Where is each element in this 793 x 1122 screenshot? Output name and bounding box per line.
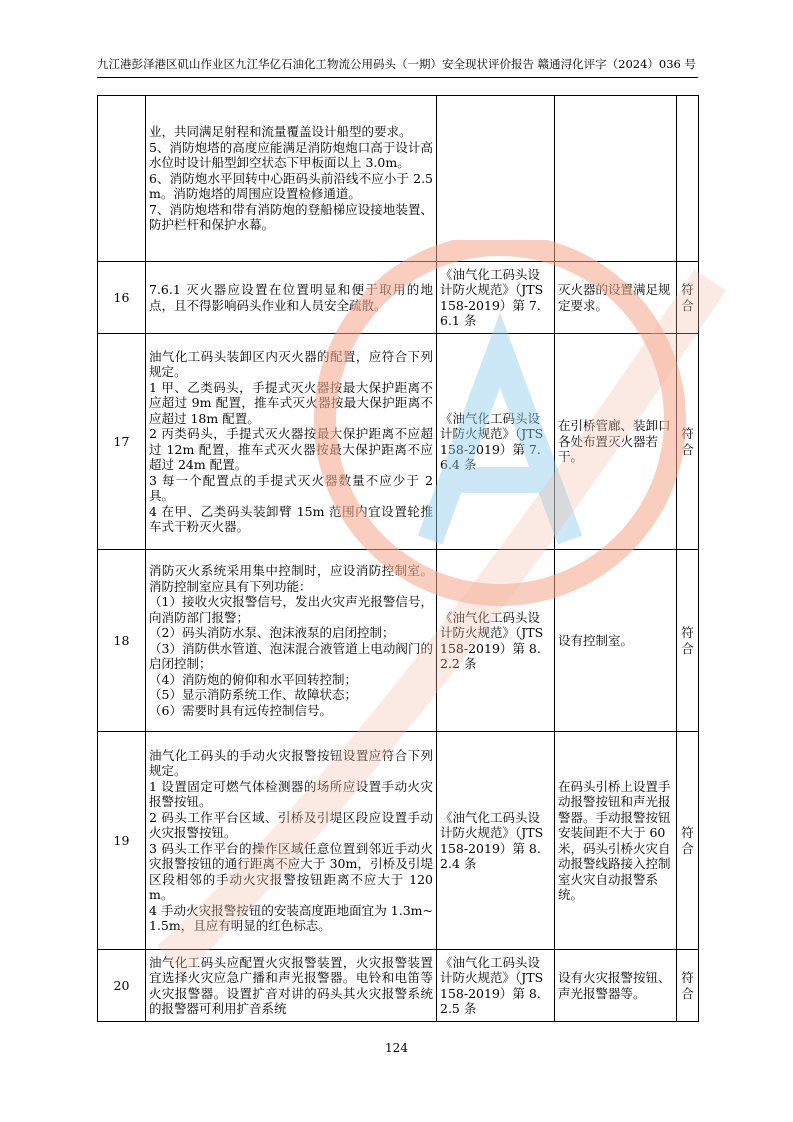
basis-cell bbox=[437, 96, 555, 262]
requirement-line: （3）消防供水管道、泡沫混合液管道上电动阀门的启闭控制； bbox=[149, 640, 433, 671]
requirement-line: 4 在甲、乙类码头装卸臂 15m 范围内宜设置轮推车式干粉灭火器。 bbox=[149, 503, 433, 534]
requirement-line: 业，共同满足射程和流量覆盖设计船型的要求。 bbox=[149, 124, 412, 140]
finding-line: 灭火器的设置满足规定要求。 bbox=[558, 282, 671, 313]
requirement-line: 1 设置固定可燃气体检测器的场所应设置手动火灾报警按钮。 bbox=[149, 778, 433, 809]
requirement-cell bbox=[146, 262, 437, 334]
basis-line: 《油气化工码头设计防火规范》（JTS158-2019）第 7.6.1 条 bbox=[440, 266, 544, 328]
table-row bbox=[98, 732, 699, 950]
requirement-line: 2 丙类码头，手提式灭火器按最大保护距离不应超过 12m 配置，推车式灭火器按最大保护距离不应超过 24m 配置。 bbox=[149, 426, 433, 472]
requirement-line: 6、消防炮水平回转中心距码头前沿线不应小于 2.5m。消防炮塔的周围应设置检修通道。 bbox=[149, 170, 433, 202]
requirement-line: 消防灭火系统采用集中控制时，应设消防控制室。消防控制室应具有下列功能： bbox=[149, 563, 433, 594]
requirement-line: 7.6.1 灭火器应设置在位置明显和便于取用的地点，且不得影响码头作业和人员安全疏散。 bbox=[149, 282, 433, 313]
requirement-line: 油气化工码头装卸区内灭火器的配置，应符合下列规定。 bbox=[149, 348, 433, 379]
page-header: 九江港彭泽港区矶山作业区九江华亿石油化工物流公用码头（一期）安全现状评价报告 赣通浔化评字（2024）036 号 bbox=[96, 57, 697, 71]
result-cell bbox=[677, 96, 699, 262]
requirement-line: （1）接收火灾报警信号，发出火灾声光报警信号，向消防部门报警； bbox=[149, 594, 433, 625]
item-number-cell: 17 bbox=[98, 334, 146, 550]
basis-cell bbox=[437, 334, 555, 550]
result-cell: 符合 bbox=[677, 950, 699, 1022]
requirement-cell bbox=[146, 96, 437, 262]
result-cell: 符合 bbox=[677, 262, 699, 334]
requirement-line: （2）码头消防水泵、泡沫液泵的启闭控制； bbox=[149, 625, 395, 640]
basis-cell bbox=[437, 550, 555, 732]
evaluation-table bbox=[97, 95, 699, 1022]
table-row bbox=[98, 950, 699, 1022]
basis-line: 《油气化工码头设计防火规范》（JTS158-2019）第 8.2.4 条 bbox=[440, 809, 544, 871]
basis-cell bbox=[437, 262, 555, 334]
finding-line: 设有火灾报警按钮、声光报警器等。 bbox=[558, 970, 671, 1001]
table-row bbox=[98, 96, 699, 262]
item-number-cell: 18 bbox=[98, 550, 146, 732]
table-body bbox=[98, 96, 699, 1022]
finding-cell bbox=[555, 732, 677, 950]
basis-line: 《油气化工码头设计防火规范》（JTS158-2019）第 7.6.4 条 bbox=[440, 410, 544, 472]
item-number-cell: 20 bbox=[98, 950, 146, 1022]
finding-cell bbox=[555, 950, 677, 1022]
requirement-line: 2 码头工作平台区域、引桥及引堤区段应设置手动火灾报警按钮。 bbox=[149, 809, 433, 840]
requirement-line: 7、消防炮塔和带有消防炮的登船梯应设接地装置、防护栏杆和保护水幕。 bbox=[149, 201, 433, 233]
result-cell: 符合 bbox=[677, 334, 699, 550]
requirement-line: （6）需要时具有远传控制信号。 bbox=[149, 702, 332, 718]
table-row bbox=[98, 262, 699, 334]
requirement-cell bbox=[146, 334, 437, 550]
finding-line: 设有控制室。 bbox=[558, 632, 634, 648]
requirement-line: 油气化工码头的手动火灾报警按钮设置应符合下列规定。 bbox=[149, 747, 433, 778]
finding-cell bbox=[555, 334, 677, 550]
requirement-cell bbox=[146, 950, 437, 1022]
finding-cell bbox=[555, 262, 677, 334]
finding-cell bbox=[555, 550, 677, 732]
basis-cell bbox=[437, 732, 555, 950]
result-cell: 符合 bbox=[677, 732, 699, 950]
basis-cell bbox=[437, 950, 555, 1022]
requirement-cell bbox=[146, 732, 437, 950]
item-number-cell: 19 bbox=[98, 732, 146, 950]
requirement-line: 4 手动火灾报警按钮的安装高度距地面宜为 1.3m~1.5m，且应有明显的红色标志。 bbox=[149, 902, 433, 933]
header-rule bbox=[97, 77, 698, 78]
basis-line: 《油气化工码头设计防火规范》（JTS158-2019）第 8.2.2 条 bbox=[440, 609, 544, 671]
table-row bbox=[98, 550, 699, 732]
requirement-cell bbox=[146, 550, 437, 732]
item-number-cell bbox=[98, 96, 146, 262]
requirement-line: （5）显示消防系统工作、故障状态； bbox=[149, 687, 357, 702]
requirement-line: 3 每一个配置点的手提式灭火器数量不应少于 2 具。 bbox=[149, 472, 433, 503]
requirement-line: 5、消防炮塔的高度应能满足消防炮炮口高于设计高水位时设计船型卸空状态下甲板面以上 3.0m。 bbox=[149, 139, 433, 171]
basis-line: 《油气化工码头设计防火规范》（JTS158-2019）第 8.2.5 条 bbox=[440, 954, 544, 1016]
finding-line: 在引桥管廊、装卸口各处布置灭火器若干。 bbox=[558, 418, 671, 465]
result-cell: 符合 bbox=[677, 550, 699, 732]
table-row bbox=[98, 334, 699, 550]
item-number-cell: 16 bbox=[98, 262, 146, 334]
finding-cell bbox=[555, 96, 677, 262]
page-number: 124 bbox=[385, 1041, 408, 1055]
finding-line: 在码头引桥上设置手动报警按钮和声光报警器。手动报警按钮安装间距不大于 60 米，码头引桥火灾自动报警线路接入控制室火灾自动报警系统。 bbox=[558, 778, 671, 902]
requirement-line: 油气化工码头应配置火灾报警装置，火灾报警装置宜选择火灾应急广播和声光报警器。电铃和电笛等火灾报警器。设置扩音对讲的码头其火灾报警系统的报警器可利用扩音系统 bbox=[149, 954, 433, 1016]
requirement-line: （4）消防炮的俯仰和水平回转控制； bbox=[149, 671, 357, 687]
requirement-line: 3 码头工作平台的操作区域任意位置到邻近手动火灾报警按钮的通行距离不应大于 30m，引桥及引堤区段相邻的手动火灾报警按钮距离不应大于 120m。 bbox=[149, 840, 433, 902]
requirement-line: 1 甲、乙类码头，手提式灭火器按最大保护距离不应超过 9m 配置，推车式灭火器按最大保护距离不应超过 18m 配置。 bbox=[149, 379, 433, 426]
